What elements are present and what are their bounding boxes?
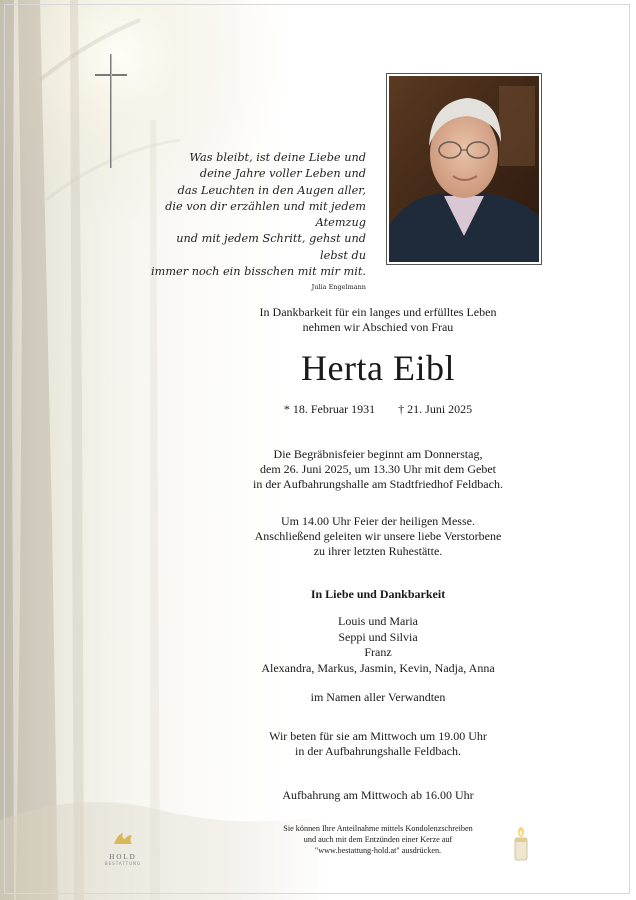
intro-line: In Dankbarkeit für ein langes und erfülltes Leben [259,305,497,319]
family-member: Franz [364,645,392,659]
life-dates [190,402,566,417]
quote-line: und mit jedem Schritt, gehst und lebst du [176,232,366,262]
quote-line: das Leuchten in den Augen aller, [177,183,366,197]
mass-line: zu ihrer letzten Ruhestätte. [313,544,443,558]
family-member: Louis und Maria [338,614,418,628]
intro-text [190,305,566,335]
death-date: † 21. Juni 2025 [398,402,473,416]
logo-brand: HOLD [109,853,137,861]
condolence-line: und auch mit dem Entzünden einer Kerze auf [303,835,453,844]
viewing-info: Aufbahrung am Mittwoch ab 16.00 Uhr [282,788,474,802]
family-list [190,614,566,676]
funeral-line: in der Aufbahrungshalle am Stadtfriedhof Feldbach. [253,477,503,491]
prayer-line: Wir beten für sie am Mittwoch um 19.00 Uhr [269,729,487,743]
funeral-home-logo [96,832,150,866]
relatives-text: im Namen aller Verwandten [310,690,446,704]
mourners-heading: In Liebe und Dankbarkeit [310,587,446,601]
mass-line: Anschließend geleiten wir unsere liebe Verstorbene [254,529,502,543]
family-member: Seppi und Silvia [338,629,418,644]
condolence-line: "www.bestattung-hold.at" ausdrücken. [314,846,442,855]
condolence-note [190,823,566,856]
intro-line: nehmen wir Abschied von Frau [302,320,454,334]
mass-line: Um 14.00 Uhr Feier der heiligen Messe. [281,514,475,528]
portrait-photo [386,73,542,265]
cross-icon [94,52,128,170]
prayer-line: in der Aufbahrungshalle Feldbach. [295,744,461,758]
logo-flame-icon [112,832,134,846]
candle-icon[interactable] [512,826,530,862]
birth-date: * 18. Februar 1931 [283,402,376,416]
quote-line: immer noch ein bisschen mit mir mit. [151,265,366,279]
funeral-info [190,447,566,492]
prayer-info [190,729,566,759]
quote-author: Julia Engelmann [311,283,366,292]
logo-subtitle: BESTATTUNG [104,861,142,866]
quote-line: deine Jahre voller Leben und [199,167,366,181]
funeral-line: Die Begräbnisfeier beginnt am Donnerstag, [273,447,483,461]
family-member: Alexandra, Markus, Jasmin, Kevin, Nadja, Anna [261,660,495,675]
quote-line: die von dir erzählen und mit jedem Atemzug [165,199,366,230]
portrait-image [389,76,539,262]
memorial-quote [150,150,366,292]
deceased-name: Herta Eibl [301,348,455,388]
funeral-line: dem 26. Juni 2025, um 13.30 Uhr mit dem Gebet [260,462,496,476]
mass-info [190,514,566,559]
quote-line: Was bleibt, ist deine Liebe und [189,151,366,164]
condolence-line: Sie können Ihre Anteilnahme mittels Kondolenzschreiben [283,824,473,833]
